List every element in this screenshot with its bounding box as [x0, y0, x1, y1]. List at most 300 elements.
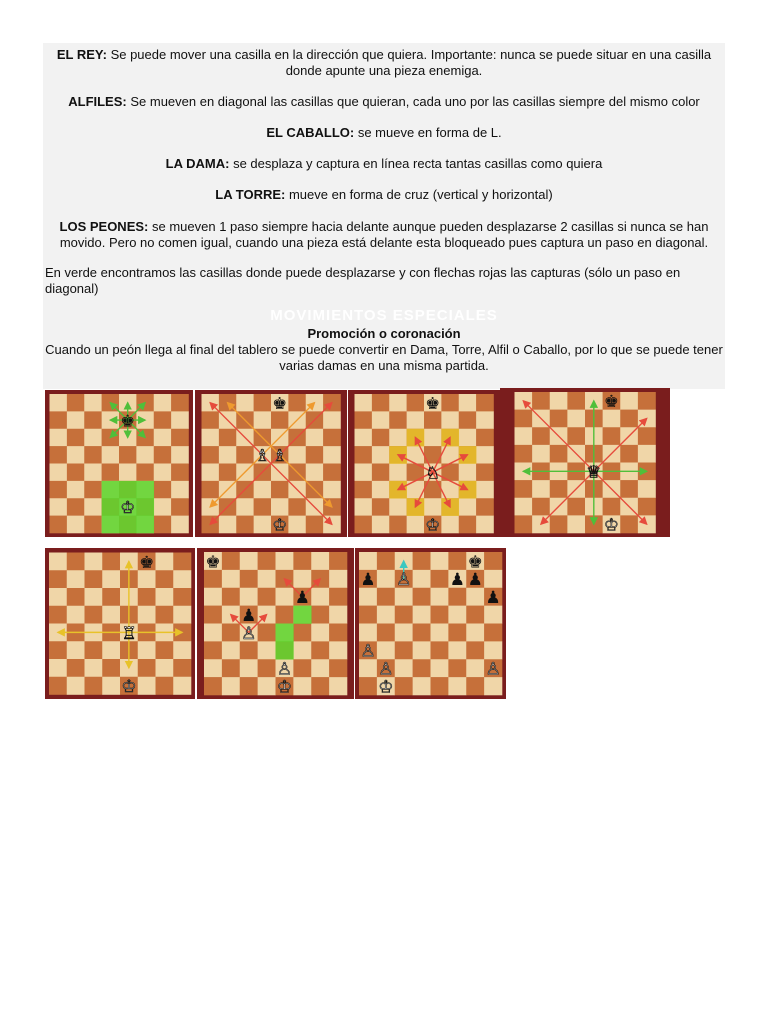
board-square — [355, 516, 373, 534]
board-square — [50, 464, 68, 482]
board-square — [171, 481, 189, 499]
move-highlight — [136, 516, 154, 534]
board-square — [293, 552, 311, 570]
board-square — [395, 659, 413, 677]
board-square — [550, 445, 568, 463]
board-square — [154, 411, 172, 429]
board-square — [377, 588, 395, 606]
board-square — [377, 552, 395, 570]
move-highlight — [119, 516, 137, 534]
board-square — [441, 516, 459, 534]
board-square — [276, 606, 294, 624]
board-square — [173, 606, 191, 624]
board-square — [413, 552, 431, 570]
board-square — [323, 464, 341, 482]
board-square — [448, 677, 466, 695]
board-square — [459, 429, 477, 447]
board-rook — [45, 548, 195, 699]
board-square — [550, 480, 568, 498]
board-square — [119, 464, 137, 482]
board-square — [204, 588, 222, 606]
board-square — [311, 624, 329, 642]
board-square — [254, 394, 272, 412]
board-square — [171, 498, 189, 516]
board-square — [293, 624, 311, 642]
board-square — [138, 641, 156, 659]
board-square — [49, 570, 67, 588]
board-square — [204, 677, 222, 695]
board-square — [204, 659, 222, 677]
board-square — [240, 588, 258, 606]
rule-king-text: Se puede mover una casilla en la dirección que quiera. Importante: nunca se puede situar en una casilla donde apunte una pieza enemiga. — [106, 47, 712, 78]
board-square — [271, 498, 289, 516]
chess-piece: ♔ — [272, 515, 288, 535]
board-square — [389, 498, 407, 516]
chess-piece: ♔ — [121, 676, 137, 697]
board-square — [156, 677, 174, 695]
rule-knight — [43, 125, 725, 141]
board-square — [171, 429, 189, 447]
board-square — [431, 641, 449, 659]
board-square — [355, 446, 373, 464]
board-square — [389, 411, 407, 429]
board-square — [329, 641, 347, 659]
board-square — [102, 446, 120, 464]
board-square — [413, 570, 431, 588]
board-square — [67, 570, 85, 588]
board-square — [372, 464, 390, 482]
board-square — [484, 677, 502, 695]
board-square — [550, 515, 568, 533]
board-square — [476, 429, 494, 447]
special-moves-heading: MOVIMIENTOS ESPECIALES — [270, 307, 498, 324]
board-square — [171, 446, 189, 464]
board-square — [359, 659, 377, 677]
board-square — [389, 464, 407, 482]
board-square — [49, 641, 67, 659]
board-square — [311, 641, 329, 659]
board-square — [84, 498, 102, 516]
board-square — [258, 570, 276, 588]
chess-piece: ♚ — [603, 391, 619, 412]
board-square — [476, 394, 494, 412]
board-square — [355, 481, 373, 499]
board-square — [306, 429, 324, 447]
promotion-title: Promoción o coronación — [307, 326, 461, 341]
board-square — [476, 411, 494, 429]
board-square — [173, 553, 191, 571]
rule-queen-text: se desplaza y captura en línea recta tantas casillas como quiera — [229, 156, 603, 171]
board-square — [138, 659, 156, 677]
board-square — [311, 659, 329, 677]
board-square — [236, 498, 254, 516]
board-square — [484, 606, 502, 624]
board-square — [448, 659, 466, 677]
board-square — [431, 659, 449, 677]
board-square — [567, 427, 585, 445]
board-square — [424, 498, 442, 516]
board-square — [258, 624, 276, 642]
rule-knight-text: se mueve en forma de L. — [354, 125, 502, 140]
board-square — [138, 570, 156, 588]
board-square — [173, 641, 191, 659]
board-square — [67, 641, 85, 659]
board-square — [448, 606, 466, 624]
board-square — [377, 641, 395, 659]
board-square — [424, 411, 442, 429]
board-square — [67, 606, 85, 624]
board-square — [476, 464, 494, 482]
board-square — [377, 570, 395, 588]
board-square — [67, 588, 85, 606]
board-square — [329, 588, 347, 606]
board-square — [67, 677, 85, 695]
chess-piece: ♟ — [360, 570, 376, 591]
board-square — [102, 659, 120, 677]
board-queen — [500, 388, 670, 537]
board-square — [377, 624, 395, 642]
chess-piece: ♚ — [205, 552, 221, 573]
board-square — [67, 446, 85, 464]
board-square — [359, 606, 377, 624]
board-square — [84, 516, 102, 534]
board-square — [567, 392, 585, 410]
board-square — [431, 606, 449, 624]
board-square — [171, 516, 189, 534]
board-square — [359, 588, 377, 606]
board-square — [603, 410, 621, 428]
board-king — [45, 390, 193, 537]
board-square — [67, 516, 85, 534]
chess-piece: ♟ — [485, 588, 501, 609]
board-square — [515, 480, 533, 498]
board-square — [219, 516, 237, 534]
board-square — [431, 552, 449, 570]
move-highlight — [407, 498, 425, 516]
board-square — [515, 498, 533, 516]
board-square — [459, 498, 477, 516]
chess-piece: ♗ — [254, 446, 270, 466]
board-square — [603, 498, 621, 516]
board-square — [102, 677, 120, 695]
board-square — [50, 446, 68, 464]
board-square — [204, 641, 222, 659]
board-square — [156, 641, 174, 659]
board-square — [413, 606, 431, 624]
board-square — [219, 464, 237, 482]
board-square — [311, 606, 329, 624]
board-square — [311, 677, 329, 695]
board-square — [620, 410, 638, 428]
board-square — [448, 588, 466, 606]
board-square — [222, 552, 240, 570]
board-square — [620, 480, 638, 498]
board-square — [293, 641, 311, 659]
board-square — [620, 515, 638, 533]
board-square — [173, 677, 191, 695]
board-square — [236, 394, 254, 412]
board-square — [359, 677, 377, 695]
board-square — [323, 411, 341, 429]
board-square — [288, 446, 306, 464]
board-square — [156, 588, 174, 606]
board-square — [515, 410, 533, 428]
board-square — [202, 446, 220, 464]
board-square — [638, 392, 656, 410]
board-square — [476, 498, 494, 516]
chess-piece: ♔ — [378, 677, 394, 698]
board-square — [567, 498, 585, 516]
board-square — [329, 677, 347, 695]
board-square — [156, 659, 174, 677]
board-square — [466, 588, 484, 606]
board-square — [138, 588, 156, 606]
rule-king-title: EL REY: — [56, 47, 107, 62]
move-highlight — [276, 641, 294, 659]
board-square — [329, 552, 347, 570]
board-square — [258, 659, 276, 677]
board-square — [156, 570, 174, 588]
board-square — [515, 515, 533, 533]
board-square — [372, 498, 390, 516]
rule-rook — [43, 187, 725, 203]
promotion-text: Cuando un peón llega al final del tablero se puede convertir en Dama, Torre, Alfil o Caballo, por lo que se puede tener varias damas en una misma partida. — [45, 342, 723, 373]
board-square — [138, 677, 156, 695]
rules-text-box — [43, 43, 725, 389]
board-square — [219, 429, 237, 447]
board-square — [567, 410, 585, 428]
board-square — [49, 553, 67, 571]
rule-queen — [43, 156, 725, 172]
board-square — [84, 464, 102, 482]
board-square — [355, 464, 373, 482]
rule-pawns — [43, 219, 725, 251]
board-square — [288, 498, 306, 516]
board-square — [413, 641, 431, 659]
board-square — [202, 429, 220, 447]
board-square — [306, 516, 324, 534]
board-square — [85, 588, 103, 606]
board-square — [85, 553, 103, 571]
move-highlight — [119, 481, 137, 499]
chess-piece: ♙ — [485, 659, 501, 680]
chess-piece: ♔ — [425, 515, 441, 535]
board-square — [236, 516, 254, 534]
chess-piece: ♙ — [276, 659, 293, 680]
chess-piece: ♚ — [272, 393, 288, 413]
board-square — [329, 624, 347, 642]
board-square — [156, 606, 174, 624]
board-square — [50, 498, 68, 516]
board-square — [84, 481, 102, 499]
board-square — [638, 427, 656, 445]
board-square — [202, 411, 220, 429]
board-square — [459, 411, 477, 429]
board-square — [258, 588, 276, 606]
board-square — [240, 552, 258, 570]
board-knight — [348, 390, 500, 537]
board-square — [638, 498, 656, 516]
move-highlight — [136, 481, 154, 499]
board-square — [466, 624, 484, 642]
board-square — [329, 606, 347, 624]
board-square — [355, 411, 373, 429]
board-square — [222, 588, 240, 606]
board-square — [413, 624, 431, 642]
board-square — [389, 429, 407, 447]
board-square — [136, 446, 154, 464]
rule-king — [43, 47, 725, 79]
move-highlight — [459, 446, 477, 464]
board-square — [306, 446, 324, 464]
board-square — [372, 481, 390, 499]
board-square — [293, 677, 311, 695]
chess-piece: ♔ — [276, 677, 293, 698]
board-square — [171, 394, 189, 412]
board-square — [413, 677, 431, 695]
board-bishop — [195, 390, 347, 537]
board-square — [67, 481, 85, 499]
board-square — [204, 570, 222, 588]
board-square — [395, 606, 413, 624]
board-square — [271, 481, 289, 499]
board-square — [293, 659, 311, 677]
chess-piece: ♖ — [121, 622, 137, 643]
board-square — [355, 394, 373, 412]
board-square — [85, 641, 103, 659]
board-square — [222, 624, 240, 642]
board-square — [102, 464, 120, 482]
board-square — [50, 411, 68, 429]
board-square — [156, 553, 174, 571]
board-square — [154, 429, 172, 447]
board-square — [49, 677, 67, 695]
board-square — [102, 570, 120, 588]
board-square — [254, 516, 272, 534]
board-square — [204, 606, 222, 624]
board-square — [276, 552, 294, 570]
board-square — [173, 659, 191, 677]
board-square — [240, 641, 258, 659]
board-square — [67, 411, 85, 429]
board-square — [441, 411, 459, 429]
board-square — [441, 394, 459, 412]
board-square — [407, 411, 425, 429]
board-square — [50, 516, 68, 534]
board-square — [154, 516, 172, 534]
board-pawn — [197, 548, 354, 699]
board-square — [484, 641, 502, 659]
board-square — [254, 411, 272, 429]
board-square — [138, 606, 156, 624]
board-square — [323, 446, 341, 464]
chess-piece: ♟ — [467, 570, 483, 591]
board-promotion — [355, 548, 506, 699]
board-square — [323, 481, 341, 499]
rule-rook-text: mueve en forma de cruz (vertical y horizontal) — [285, 187, 553, 202]
board-square — [240, 659, 258, 677]
board-square — [49, 659, 67, 677]
move-highlight — [102, 481, 120, 499]
board-square — [476, 481, 494, 499]
chess-piece: ♙ — [241, 623, 257, 644]
board-square — [102, 606, 120, 624]
board-square — [515, 427, 533, 445]
board-square — [532, 392, 550, 410]
board-square — [355, 429, 373, 447]
board-square — [372, 446, 390, 464]
board-square — [459, 394, 477, 412]
board-square — [484, 570, 502, 588]
board-square — [372, 411, 390, 429]
board-square — [567, 515, 585, 533]
board-square — [484, 624, 502, 642]
board-square — [532, 427, 550, 445]
chess-piece: ♗ — [272, 446, 288, 466]
chess-piece: ♙ — [396, 570, 412, 591]
board-square — [372, 429, 390, 447]
board-square — [532, 480, 550, 498]
board-square — [377, 606, 395, 624]
board-square — [67, 498, 85, 516]
board-square — [85, 659, 103, 677]
rule-pawns-text: se mueven 1 paso siempre hacia delante aunque pueden desplazarse 2 casillas si nunca se han movido. Pero no comen igual, cuando una pieza está delante esta bloqueado pues captura un paso en diagonal. — [59, 219, 709, 250]
board-square — [395, 677, 413, 695]
board-square — [532, 498, 550, 516]
board-square — [550, 392, 568, 410]
board-square — [102, 553, 120, 571]
board-square — [84, 446, 102, 464]
board-square — [84, 411, 102, 429]
board-square — [102, 588, 120, 606]
board-square — [154, 464, 172, 482]
board-square — [466, 606, 484, 624]
chess-piece: ♚ — [139, 551, 155, 572]
board-square — [288, 394, 306, 412]
board-square — [49, 588, 67, 606]
board-square — [222, 641, 240, 659]
chess-piece: ♙ — [378, 659, 394, 680]
board-square — [389, 516, 407, 534]
board-square — [136, 464, 154, 482]
board-square — [638, 445, 656, 463]
rule-bishops — [43, 94, 725, 110]
board-square — [550, 410, 568, 428]
move-highlight — [136, 498, 154, 516]
board-square — [372, 516, 390, 534]
note-text: En verde encontramos las casillas donde puede desplazarse y con flechas rojas las capturas (sólo un paso en diagonal) — [45, 265, 681, 296]
board-square — [431, 588, 449, 606]
board-square — [413, 659, 431, 677]
chess-piece: ♘ — [425, 463, 441, 483]
move-highlight — [293, 606, 311, 624]
rule-bishops-title: ALFILES: — [68, 94, 127, 109]
board-square — [329, 659, 347, 677]
rule-queen-title: LA DAMA: — [165, 156, 230, 171]
board-square — [154, 481, 172, 499]
board-square — [311, 588, 329, 606]
board-square — [466, 659, 484, 677]
chess-piece: ♔ — [603, 514, 619, 535]
board-square — [85, 606, 103, 624]
move-highlight — [459, 481, 477, 499]
move-highlight — [102, 516, 120, 534]
board-square — [173, 570, 191, 588]
board-square — [67, 394, 85, 412]
board-square — [638, 480, 656, 498]
board-square — [222, 677, 240, 695]
chess-piece: ♟ — [294, 588, 310, 609]
